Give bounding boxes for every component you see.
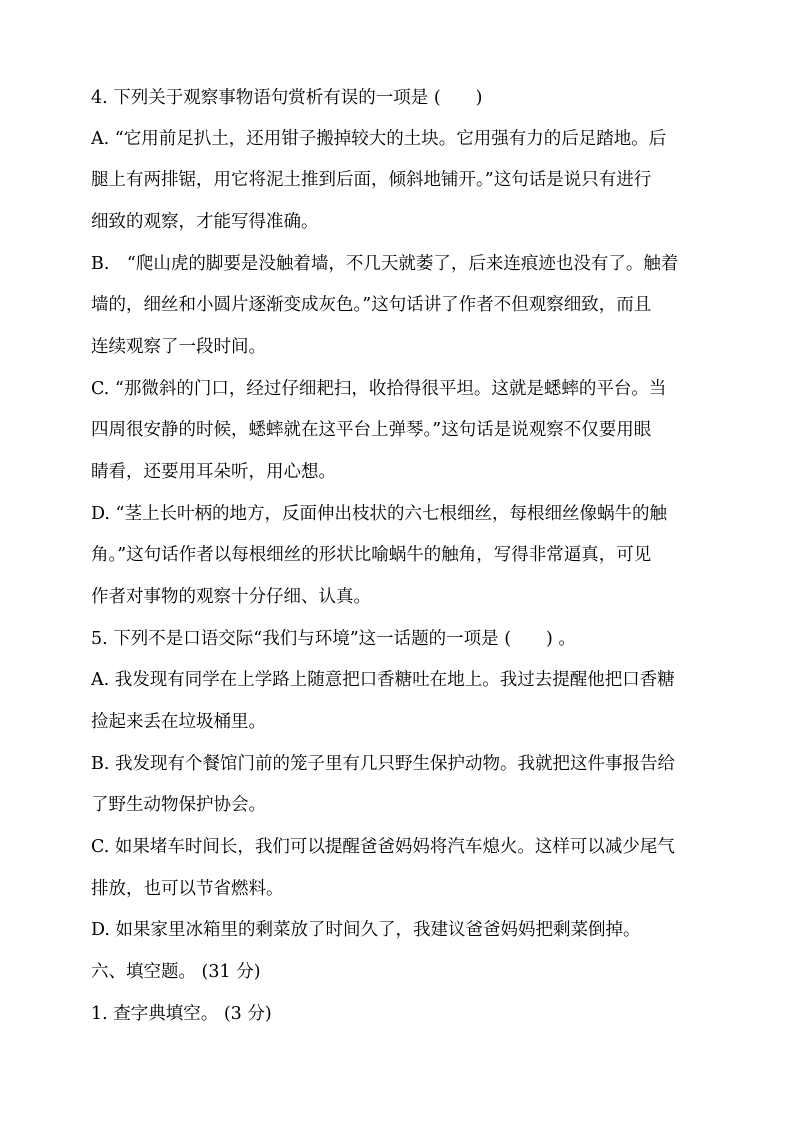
q4-option-c-line-2: 四周很安静的时候，蟋蟀就在这平台上弹琴。”这句话是说观察不仅要用眼 (91, 420, 652, 440)
q4-option-c-line-1: C. “那微斜的门口，经过仔细耙扫，收拾得很平坦。这就是蟋蟀的平台。当 (91, 379, 667, 399)
q4-option-d-line-1: D. “茎上长叶柄的地方，反面伸出枝状的六七根细丝，每根细丝像蜗牛的触 (91, 504, 667, 524)
q4-option-d-line-2: 角。”这句话作者以每根细丝的形状比喻蜗牛的触角，写得非常逼真，可见 (91, 545, 652, 565)
q5-option-a-line-1: A. 我发现有同学在上学路上随意把口香糖吐在地上。我过去提醒他把口香糖 (91, 670, 675, 690)
q4-option-a-line-3: 细致的观察，才能写得准确。 (91, 212, 319, 232)
q4-option-c-line-3: 睛看，还要用耳朵听，用心想。 (91, 462, 336, 482)
q5-option-b-line-1: B. 我发现有个餐馆门前的笼子里有几只野生保护动物。我就把这件事报告给 (91, 754, 675, 774)
q5-option-c-line-2: 排放，也可以节省燃料。 (91, 879, 284, 899)
q5-option-b-line-2: 了野生动物保护协会。 (91, 795, 266, 815)
q4-option-a-line-2: 腿上有两排锯，用它将泥土推到后面，倾斜地铺开。”这句话是说只有进行 (91, 170, 652, 190)
q4-option-b-line-3: 连续观察了一段时间。 (91, 337, 266, 357)
q4-option-a-line-1: A. “它用前足扒土，还用钳子搬掉较大的土块。它用强有力的后足踏地。后 (91, 129, 667, 149)
q5-option-d-line-1: D. 如果家里冰箱里的剩菜放了时间久了，我建议爸爸妈妈把剩菜倒掉。 (91, 920, 641, 940)
question-5-stem: 5. 下列不是口语交际“我们与环境”这一话题的一项是 ( ) 。 (91, 629, 576, 649)
question-4-stem: 4. 下列关于观察事物语句赏析有误的一项是 ( ) (91, 88, 483, 108)
q4-option-b-line-2: 墙的，细丝和小圆片逐渐变成灰色。”这句话讲了作者不但观察细致，而且 (91, 295, 652, 315)
q5-option-a-line-2: 捡起来丢在垃圾桶里。 (91, 712, 266, 732)
q4-option-b-line-1: B. “爬山虎的脚要是没触着墙，不几天就萎了，后来连痕迹也没有了。触着 (91, 254, 679, 274)
section-6-question-1: 1. 查字典填空。 (3 分) (91, 1004, 272, 1024)
section-6-heading: 六、填空题。 (31 分) (91, 962, 261, 982)
q4-option-d-line-3: 作者对事物的观察十分仔细、认真。 (91, 587, 371, 607)
q5-option-c-line-1: C. 如果堵车时间长，我们可以提醒爸爸妈妈将汽车熄火。这样可以减少尾气 (91, 837, 675, 857)
